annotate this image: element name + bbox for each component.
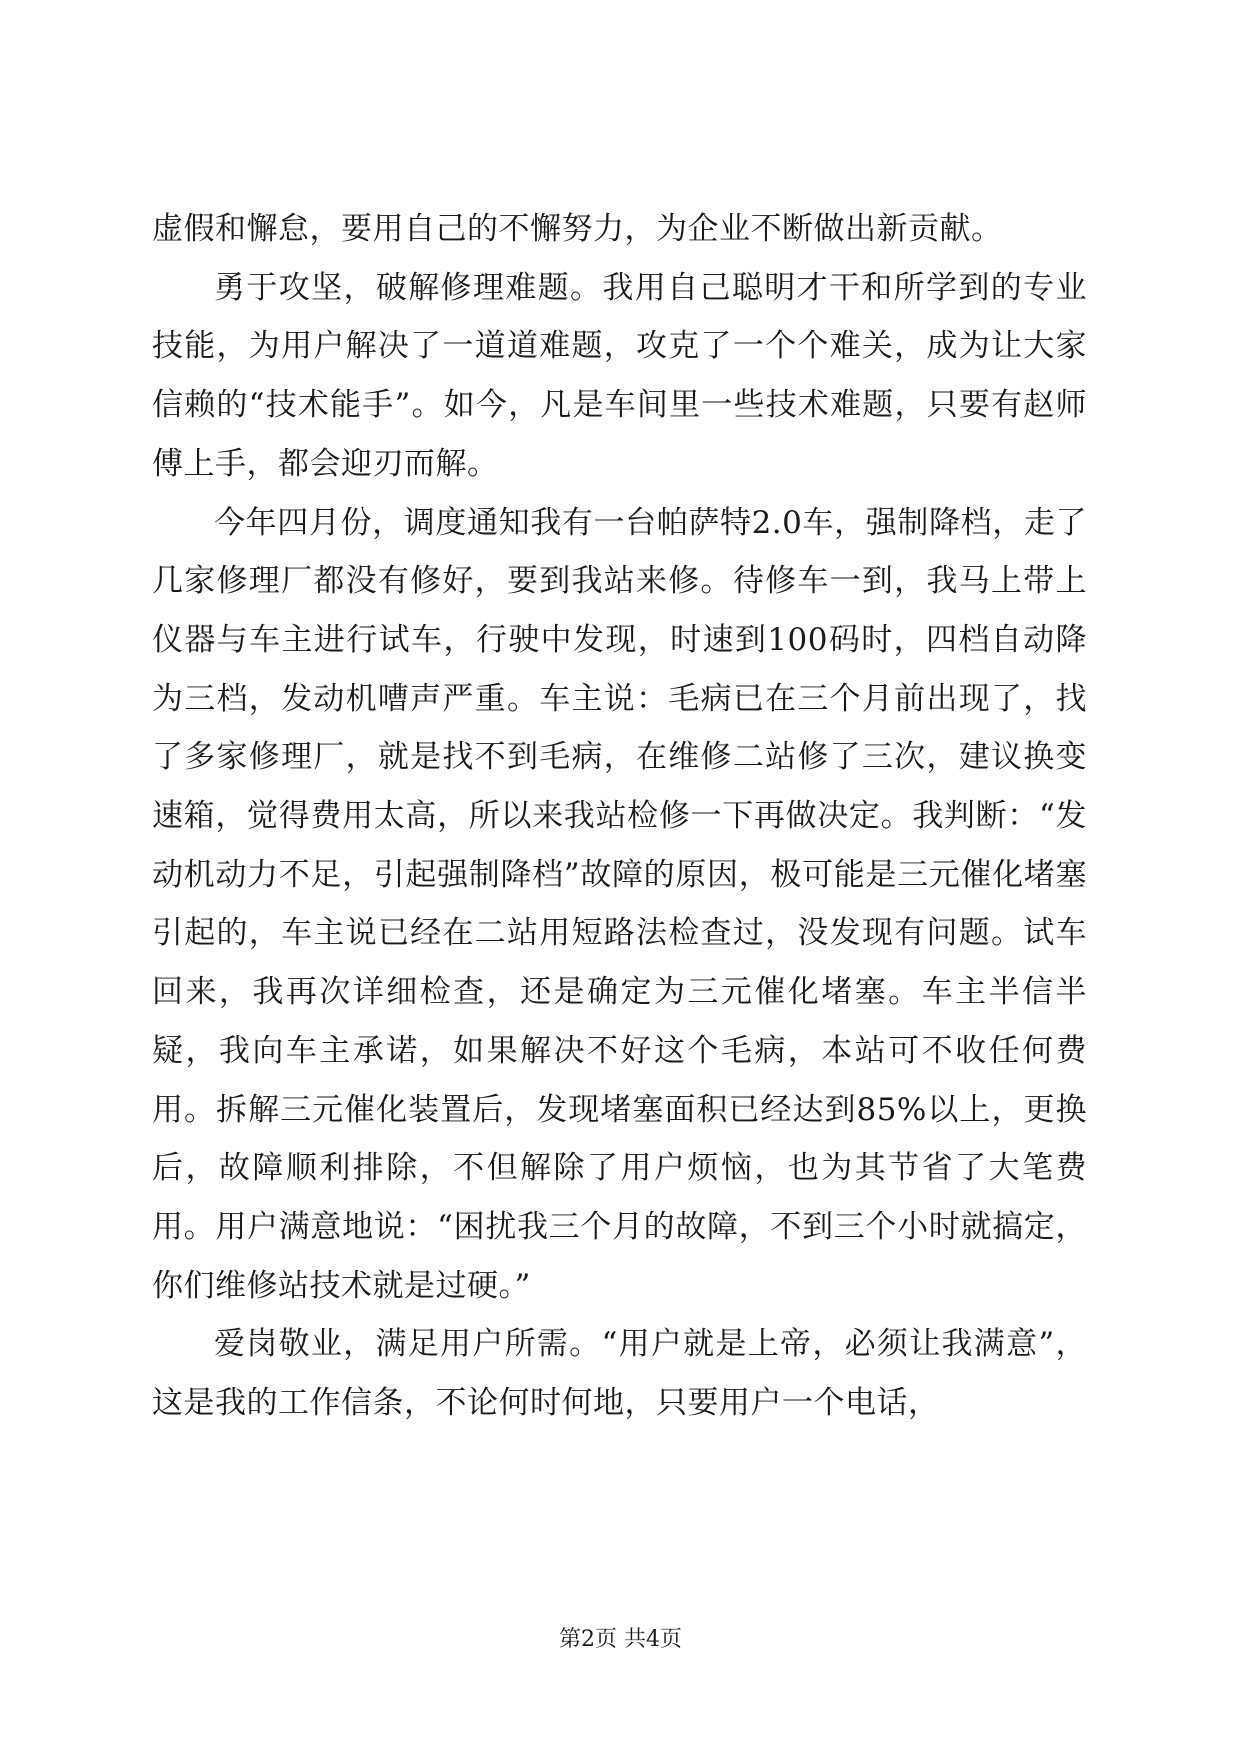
paragraph-2: 勇于攻坚，破解修理难题。我用自己聪明才干和所学到的专业技能，为用户解决了一道道难题，攻克了一个个难关，成为让大家信赖的“技术能手”。如今，凡是车间里一些技术难题，只要有赵师傅上手，都会迎刃而解。 (152, 269, 1087, 482)
paragraph-3: 今年四月份，调度通知我有一台帕萨特2.0车，强制降档，走了几家修理厂都没有修好，要到我站来修。待修车一到，我马上带上仪器与车主进行试车，行驶中发现，时速到100码时，四档自动降为三档，发动机嘈声严重。车主说：毛病已在三个月前出现了，找了多家修理厂，就是找不到毛病，在维修二站修了三次，建议换变速箱，觉得费用太高，所以来我站检修一下再做决定。我判断：“发动机动力不足，引起强制降档”故障的原因，极可能是三元催化堵塞引起的，车主说已经在二站用短路法检查过，没发现有问题。试车回来，我再次详细检查，还是确定为三元催化堵塞。车主半信半疑，我向车主承诺，如果解决不好这个毛病，本站可不收任何费用。拆解三元催化装置后，发现堵塞面积已经达到85%以上，更换后，故障顺利排除，不但解除了用户烦恼，也为其节省了大笔费用。用户满意地说：“困扰我三个月的故障，不到三个小时就搞定，你们维修站技术就是过硬。” (152, 504, 1087, 1304)
page-footer (0, 1622, 1241, 1653)
paragraph-1: 虚假和懈怠，要用自己的不懈努力，为企业不断做出新贡献。 (152, 211, 1003, 247)
page-number: 第2页 共4页 (559, 1627, 682, 1652)
paragraph-4: 爱岗敬业，满足用户所需。“用户就是上帝，必须让我满意”，这是我的工作信条，不论何时何地，只要用户一个电话， (152, 1326, 1087, 1422)
document-body (152, 200, 1087, 1433)
